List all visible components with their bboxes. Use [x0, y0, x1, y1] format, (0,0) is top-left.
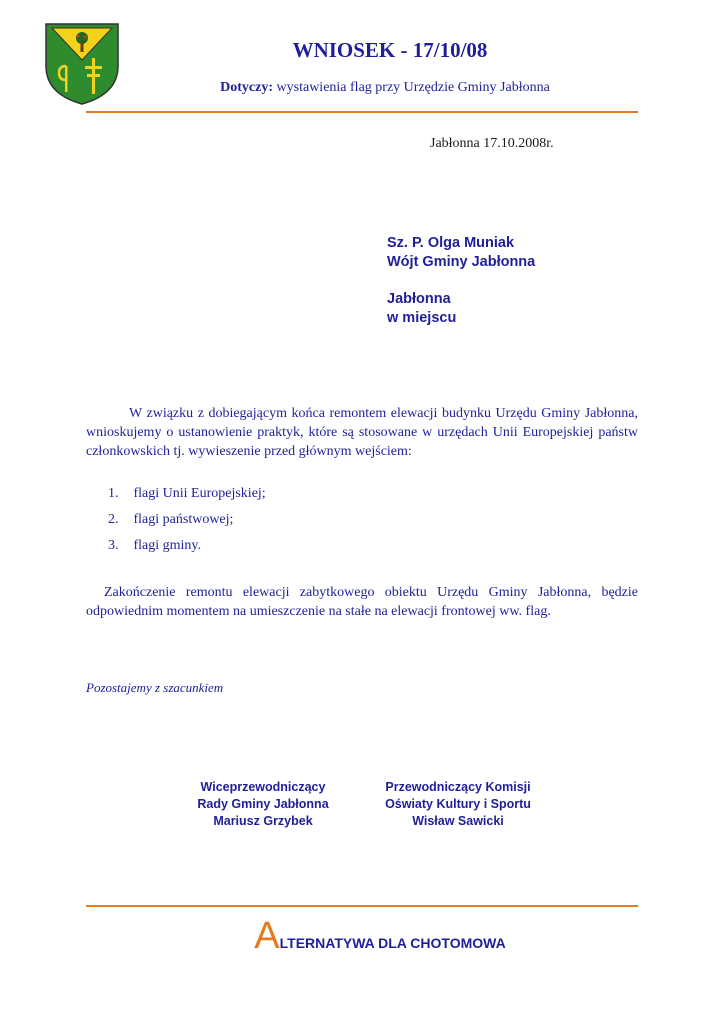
addressee-location: w miejscu	[387, 310, 457, 326]
footer-brand	[200, 915, 560, 958]
list-number: 1.	[108, 486, 119, 501]
closing-line: Pozostajemy z szacunkiem	[86, 680, 224, 695]
header-divider	[86, 111, 638, 113]
addressee-name: Sz. P. Olga Muniak	[387, 235, 515, 251]
list-item	[108, 512, 266, 538]
addressee-city: Jabłonna	[387, 291, 451, 307]
list-item	[108, 538, 266, 564]
document-title: WNIOSEK - 17/10/08	[292, 38, 488, 62]
signature-left	[178, 779, 348, 830]
signature-role: Wiceprzewodniczący	[200, 780, 326, 794]
coat-of-arms-icon	[44, 22, 120, 106]
signature-name: Wisław Sawicki	[412, 814, 504, 828]
body-paragraph-2: Zakończenie remontu elewacji zabytkowego obiektu Urzędu Gminy Jabłonna, będzie odpowiednim momentem na umieszczenie na stałe na elewacji frontowej ww. flag.	[86, 585, 638, 619]
subject-text: wystawienia flag przy Urzędzie Gminy Jabłonna	[276, 80, 550, 95]
footer-text: LTERNATYWA DLA CHOTOMOWA	[279, 935, 506, 951]
list-number: 3.	[108, 538, 119, 553]
date-line: Jabłonna 17.10.2008r.	[430, 136, 554, 151]
subject-line	[150, 80, 620, 96]
body-paragraph-1: W związku z dobiegającym końca remontem elewacji budynku Urzędu Gminy Jabłonna, wnioskujemy o ustanowienie praktyk, które są stosowane w urzędach Unii Europejskiej państw członkowskich tj. wywieszenie przed głównym wejściem:	[86, 406, 638, 459]
footer-initial: A	[254, 915, 280, 957]
list-number: 2.	[108, 512, 119, 527]
list-text: flagi Unii Europejskiej;	[133, 486, 266, 501]
subject-label: Dotyczy:	[220, 80, 274, 95]
signature-body: Rady Gminy Jabłonna	[197, 797, 329, 811]
addressee-title: Wójt Gminy Jabłonna	[387, 254, 536, 270]
signature-role: Przewodniczący Komisji	[385, 780, 531, 794]
list-text: flagi państwowej;	[133, 512, 234, 527]
list-text: flagi gminy.	[133, 538, 202, 553]
signature-name: Mariusz Grzybek	[213, 814, 313, 828]
footer-divider	[86, 905, 638, 907]
addressee-block	[387, 234, 535, 328]
flag-list	[108, 486, 266, 564]
signature-body: Oświaty Kultury i Sportu	[385, 797, 531, 811]
list-item	[108, 486, 266, 512]
signature-right	[368, 779, 548, 830]
